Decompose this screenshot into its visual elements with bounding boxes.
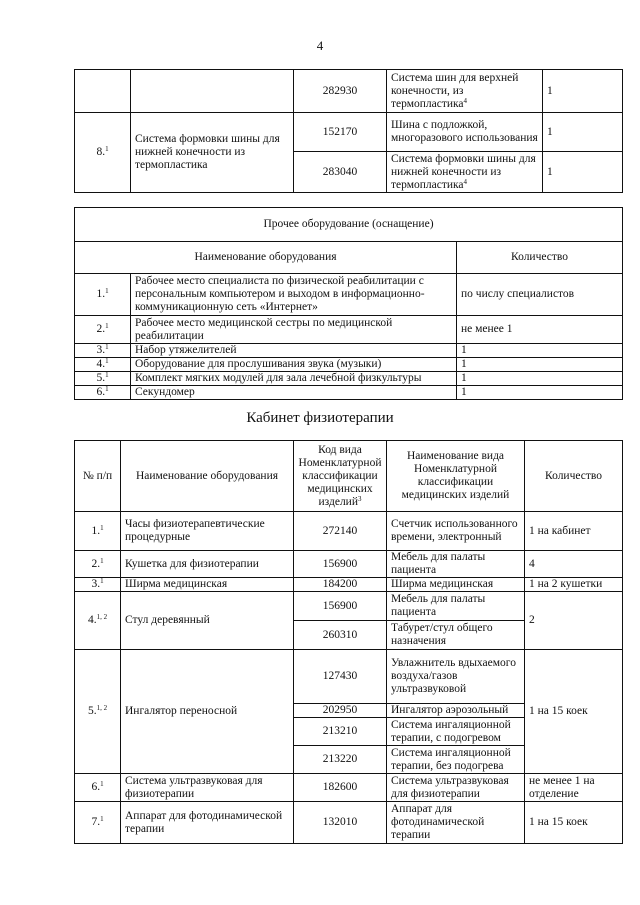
num-cell: 3.$^1$: [75, 578, 121, 592]
qty-cell: 1: [543, 152, 623, 193]
qty-cell: 1 на 2 кушетки: [525, 578, 623, 592]
table-row: [75, 578, 623, 592]
column-header-name: Наименование оборудования: [121, 441, 294, 512]
page-number: 4: [316, 38, 324, 53]
qty-cell: не менее 1: [457, 316, 623, 344]
name-cell: Кушетка для физиотерапии: [121, 551, 294, 578]
qty-cell: не менее 1 на отделение: [525, 774, 623, 802]
class-cell: Ширма медицинская: [387, 578, 525, 592]
table-row: [75, 372, 623, 386]
class-cell: Система формовки шины для нижней конечности из термопластика$^4$: [387, 152, 543, 193]
code-cell: 132010: [294, 802, 387, 844]
name-cell: Ширма медицинская: [121, 578, 294, 592]
name-cell: Рабочее место специалиста по физической реабилитации с персональным компьютером и выходом в информационно-коммуникационную сеть «Интернет»: [131, 274, 457, 316]
column-header-class: Наименование вида Номенклатурной классификации медицинских изделий: [387, 441, 525, 512]
num-cell: 4.$^{1, 2}$: [75, 592, 121, 650]
num-cell: 1.$^1$: [75, 274, 131, 316]
code-cell: 283040: [294, 152, 387, 193]
name-cell: Ингалятор переносной: [121, 650, 294, 774]
class-cell: Табурет/стул общего назначения: [387, 621, 525, 650]
qty-cell: 1: [457, 386, 623, 400]
table-row: [75, 113, 623, 152]
qty-cell: 1: [457, 358, 623, 372]
name-cell: Система формовки шины для нижней конечности из термопластика: [131, 113, 294, 193]
class-cell: Увлажнитель вдыхаемого воздуха/газов ультразвуковой: [387, 650, 525, 704]
qty-cell: 1: [457, 372, 623, 386]
code-cell: 260310: [294, 621, 387, 650]
name-cell: Аппарат для фотодинамической терапии: [121, 802, 294, 844]
table-row: [75, 551, 623, 578]
code-cell: 152170: [294, 113, 387, 152]
class-cell: Счетчик использованного времени, электронный: [387, 512, 525, 551]
class-cell: Система ингаляционной терапии, с подогревом: [387, 718, 525, 746]
num-cell: 7.$^1$: [75, 802, 121, 844]
table-row: [75, 512, 623, 551]
column-header-code: Код вида Номенклатурной классификации медицинских изделий$^3$: [294, 441, 387, 512]
name-cell: Комплект мягких модулей для зала лечебной физкультуры: [131, 372, 457, 386]
class-cell: Мебель для палаты пациента: [387, 551, 525, 578]
num-cell: 3.$^1$: [75, 344, 131, 358]
class-cell: Система шин для верхней конечности, из термопластика$^4$: [387, 70, 543, 113]
code-cell: 156900: [294, 551, 387, 578]
code-cell: 282930: [294, 70, 387, 113]
name-cell: Стул деревянный: [121, 592, 294, 650]
name-cell: Оборудование для прослушивания звука (музыки): [131, 358, 457, 372]
num-cell: 6.$^1$: [75, 774, 121, 802]
qty-cell: по числу специалистов: [457, 274, 623, 316]
code-cell: 202950: [294, 704, 387, 718]
qty-cell: 2: [525, 592, 623, 650]
class-cell: Система ультразвуковая для физиотерапии: [387, 774, 525, 802]
num-cell: 1.$^1$: [75, 512, 121, 551]
header-row: [75, 441, 623, 512]
code-cell: 184200: [294, 578, 387, 592]
table-row: [75, 774, 623, 802]
num-cell: 4.$^1$: [75, 358, 131, 372]
qty-cell: 4: [525, 551, 623, 578]
class-cell: Система ингаляционной терапии, без подогрева: [387, 746, 525, 774]
qty-cell: 1: [543, 70, 623, 113]
num-cell: 6.$^1$: [75, 386, 131, 400]
code-cell: 127430: [294, 650, 387, 704]
column-header-num: № п/п: [75, 441, 121, 512]
physiotherapy-equipment-table: [74, 440, 623, 844]
num-cell: 8.$^1$: [75, 113, 131, 193]
qty-cell: 1 на 15 коек: [525, 802, 623, 844]
table-row: [75, 274, 623, 316]
table-row: [75, 650, 623, 704]
table-row: [75, 386, 623, 400]
name-cell: Набор утяжелителей: [131, 344, 457, 358]
column-header-name: Наименование оборудования: [75, 242, 457, 274]
class-cell: Аппарат для фотодинамической терапии: [387, 802, 525, 844]
name-cell: Часы физиотерапевтические процедурные: [121, 512, 294, 551]
section-title: Кабинет физиотерапии: [246, 410, 394, 426]
column-header-qty: Количество: [457, 242, 623, 274]
num-cell: 5.$^{1, 2}$: [75, 650, 121, 774]
name-cell: Секундомер: [131, 386, 457, 400]
table-title: Прочее оборудование (оснащение): [75, 208, 623, 242]
qty-cell: 1 на 15 коек: [525, 650, 623, 774]
other-equipment-table: [74, 207, 623, 400]
code-cell: 213220: [294, 746, 387, 774]
code-cell: 272140: [294, 512, 387, 551]
equipment-table-continued: [74, 69, 623, 193]
class-cell: Ингалятор аэрозольный: [387, 704, 525, 718]
qty-cell: 1 на кабинет: [525, 512, 623, 551]
table-row: [75, 316, 623, 344]
num-cell: 2.$^1$: [75, 316, 131, 344]
column-header-qty: Количество: [525, 441, 623, 512]
code-cell: 182600: [294, 774, 387, 802]
class-cell: Шина с подложкой, многоразового использования: [387, 113, 543, 152]
table-row: [75, 802, 623, 844]
code-cell: 156900: [294, 592, 387, 621]
qty-cell: 1: [457, 344, 623, 358]
table-row: [75, 592, 623, 621]
name-cell: Система ультразвуковая для физиотерапии: [121, 774, 294, 802]
table-row: [75, 358, 623, 372]
code-cell: 213210: [294, 718, 387, 746]
name-cell: Рабочее место медицинской сестры по медицинской реабилитации: [131, 316, 457, 344]
class-cell: Мебель для палаты пациента: [387, 592, 525, 621]
qty-cell: 1: [543, 113, 623, 152]
num-cell: 2.$^1$: [75, 551, 121, 578]
table-row: [75, 344, 623, 358]
num-cell: 5.$^1$: [75, 372, 131, 386]
table-row: [75, 70, 623, 113]
